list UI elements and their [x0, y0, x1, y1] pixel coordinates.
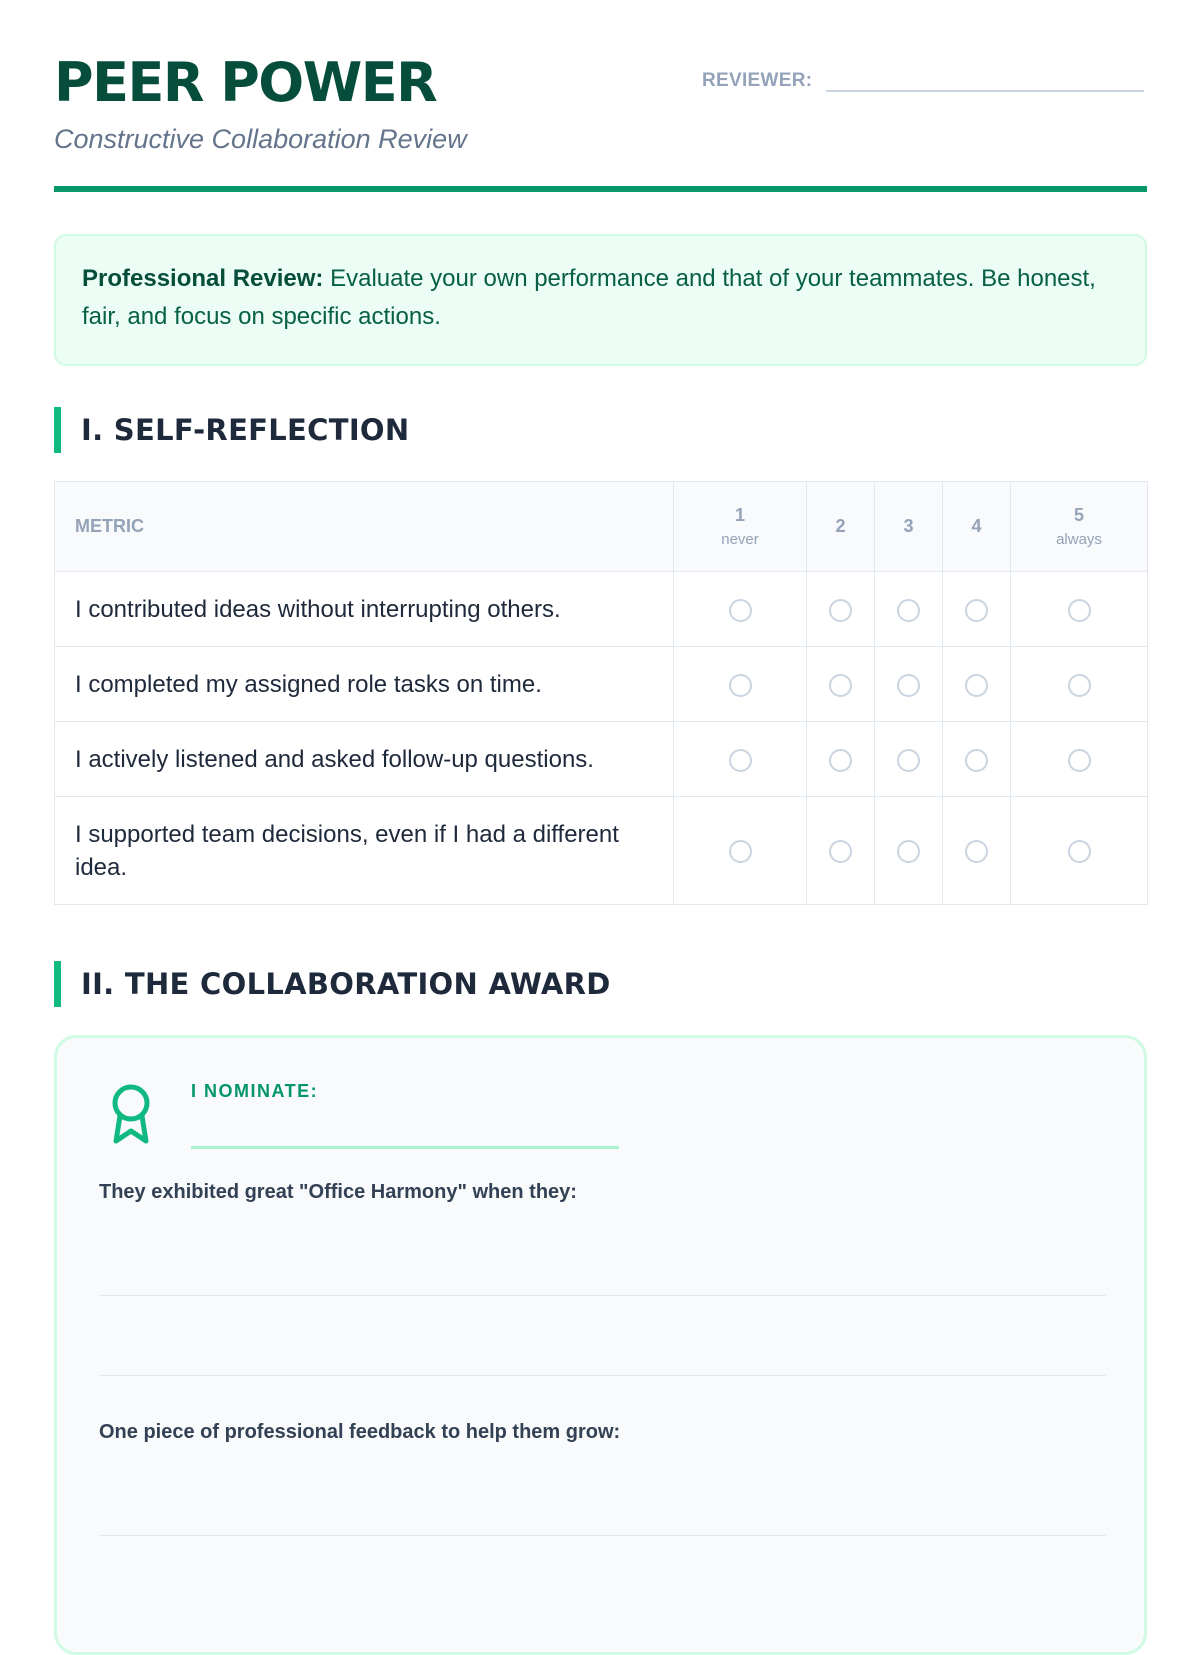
scale-number: 3 — [903, 515, 914, 536]
rating-radio-1[interactable] — [729, 749, 752, 772]
table-row — [55, 797, 1148, 905]
reviewer-input-line[interactable] — [826, 62, 1144, 92]
rating-radio-2[interactable] — [829, 599, 852, 622]
nominate-label: I NOMINATE: — [191, 1081, 319, 1101]
metric-statement: I contributed ideas without interrupting others. — [55, 572, 674, 647]
rating-radio-4[interactable] — [965, 840, 988, 863]
rating-radio-5[interactable] — [1068, 840, 1091, 863]
rating-radio-5[interactable] — [1068, 749, 1091, 772]
rating-radio-5[interactable] — [1068, 599, 1091, 622]
reviewer-label: REVIEWER: — [702, 70, 813, 91]
scale-number: 4 — [971, 515, 982, 536]
metric-column-header: METRIC — [55, 482, 674, 572]
collaboration-award-heading: II. THE COLLABORATION AWARD — [54, 961, 611, 1007]
scale-number: 1 — [734, 504, 745, 525]
scale-word-never: never — [721, 531, 759, 549]
rating-radio-1[interactable] — [729, 674, 752, 697]
scale-word-always: always — [1056, 531, 1102, 549]
rating-radio-1[interactable] — [729, 840, 752, 863]
table-row — [55, 647, 1148, 722]
rating-radio-2[interactable] — [829, 840, 852, 863]
harmony-answer-line[interactable] — [99, 1375, 1106, 1376]
rating-radio-3[interactable] — [897, 840, 920, 863]
harmony-prompt: They exhibited great "Office Harmony" when they: — [99, 1181, 577, 1203]
self-reflection-table — [54, 481, 1148, 905]
rating-radio-4[interactable] — [965, 674, 988, 697]
rating-radio-1[interactable] — [729, 599, 752, 622]
award-card — [54, 1035, 1147, 1655]
instructions-text: Evaluate your own performance and that of your teammates. Be honest, fair, and focus on specific actions. — [82, 265, 1096, 330]
rating-radio-4[interactable] — [965, 599, 988, 622]
rating-radio-2[interactable] — [829, 749, 852, 772]
reviewer-field-group — [702, 62, 1144, 92]
self-reflection-heading: I. SELF-REFLECTION — [54, 407, 409, 453]
rating-radio-3[interactable] — [897, 599, 920, 622]
rating-radio-2[interactable] — [829, 674, 852, 697]
table-row — [55, 572, 1148, 647]
scale-header-3 — [875, 482, 943, 572]
rating-radio-5[interactable] — [1068, 674, 1091, 697]
feedback-prompt: One piece of professional feedback to help them grow: — [99, 1421, 621, 1443]
scale-number: 2 — [835, 515, 846, 536]
instructions-heading: Professional Review: — [82, 265, 324, 292]
ribbon-award-icon — [109, 1082, 153, 1151]
scale-header-2 — [807, 482, 875, 572]
scale-header-5 — [1011, 482, 1148, 572]
page-title: PEER POWER — [54, 51, 437, 114]
rating-radio-4[interactable] — [965, 749, 988, 772]
scale-header-1 — [674, 482, 807, 572]
instructions-box — [54, 234, 1147, 366]
review-page — [54, 0, 1147, 1443]
feedback-answer-line[interactable] — [99, 1535, 1106, 1536]
table-row — [55, 722, 1148, 797]
page-subtitle: Constructive Collaboration Review — [54, 124, 467, 154]
harmony-answer-line[interactable] — [99, 1295, 1106, 1296]
scale-number: 5 — [1073, 504, 1084, 525]
metric-statement: I completed my assigned role tasks on time. — [55, 647, 674, 722]
metric-statement: I actively listened and asked follow-up questions. — [55, 722, 674, 797]
rating-radio-3[interactable] — [897, 674, 920, 697]
rating-radio-3[interactable] — [897, 749, 920, 772]
nominee-input-line[interactable] — [191, 1146, 619, 1149]
scale-header-4 — [943, 482, 1011, 572]
table-header-row — [55, 482, 1148, 572]
header-divider — [54, 186, 1147, 192]
page-header — [54, 0, 1147, 190]
metric-statement: I supported team decisions, even if I had a different idea. — [55, 797, 674, 905]
